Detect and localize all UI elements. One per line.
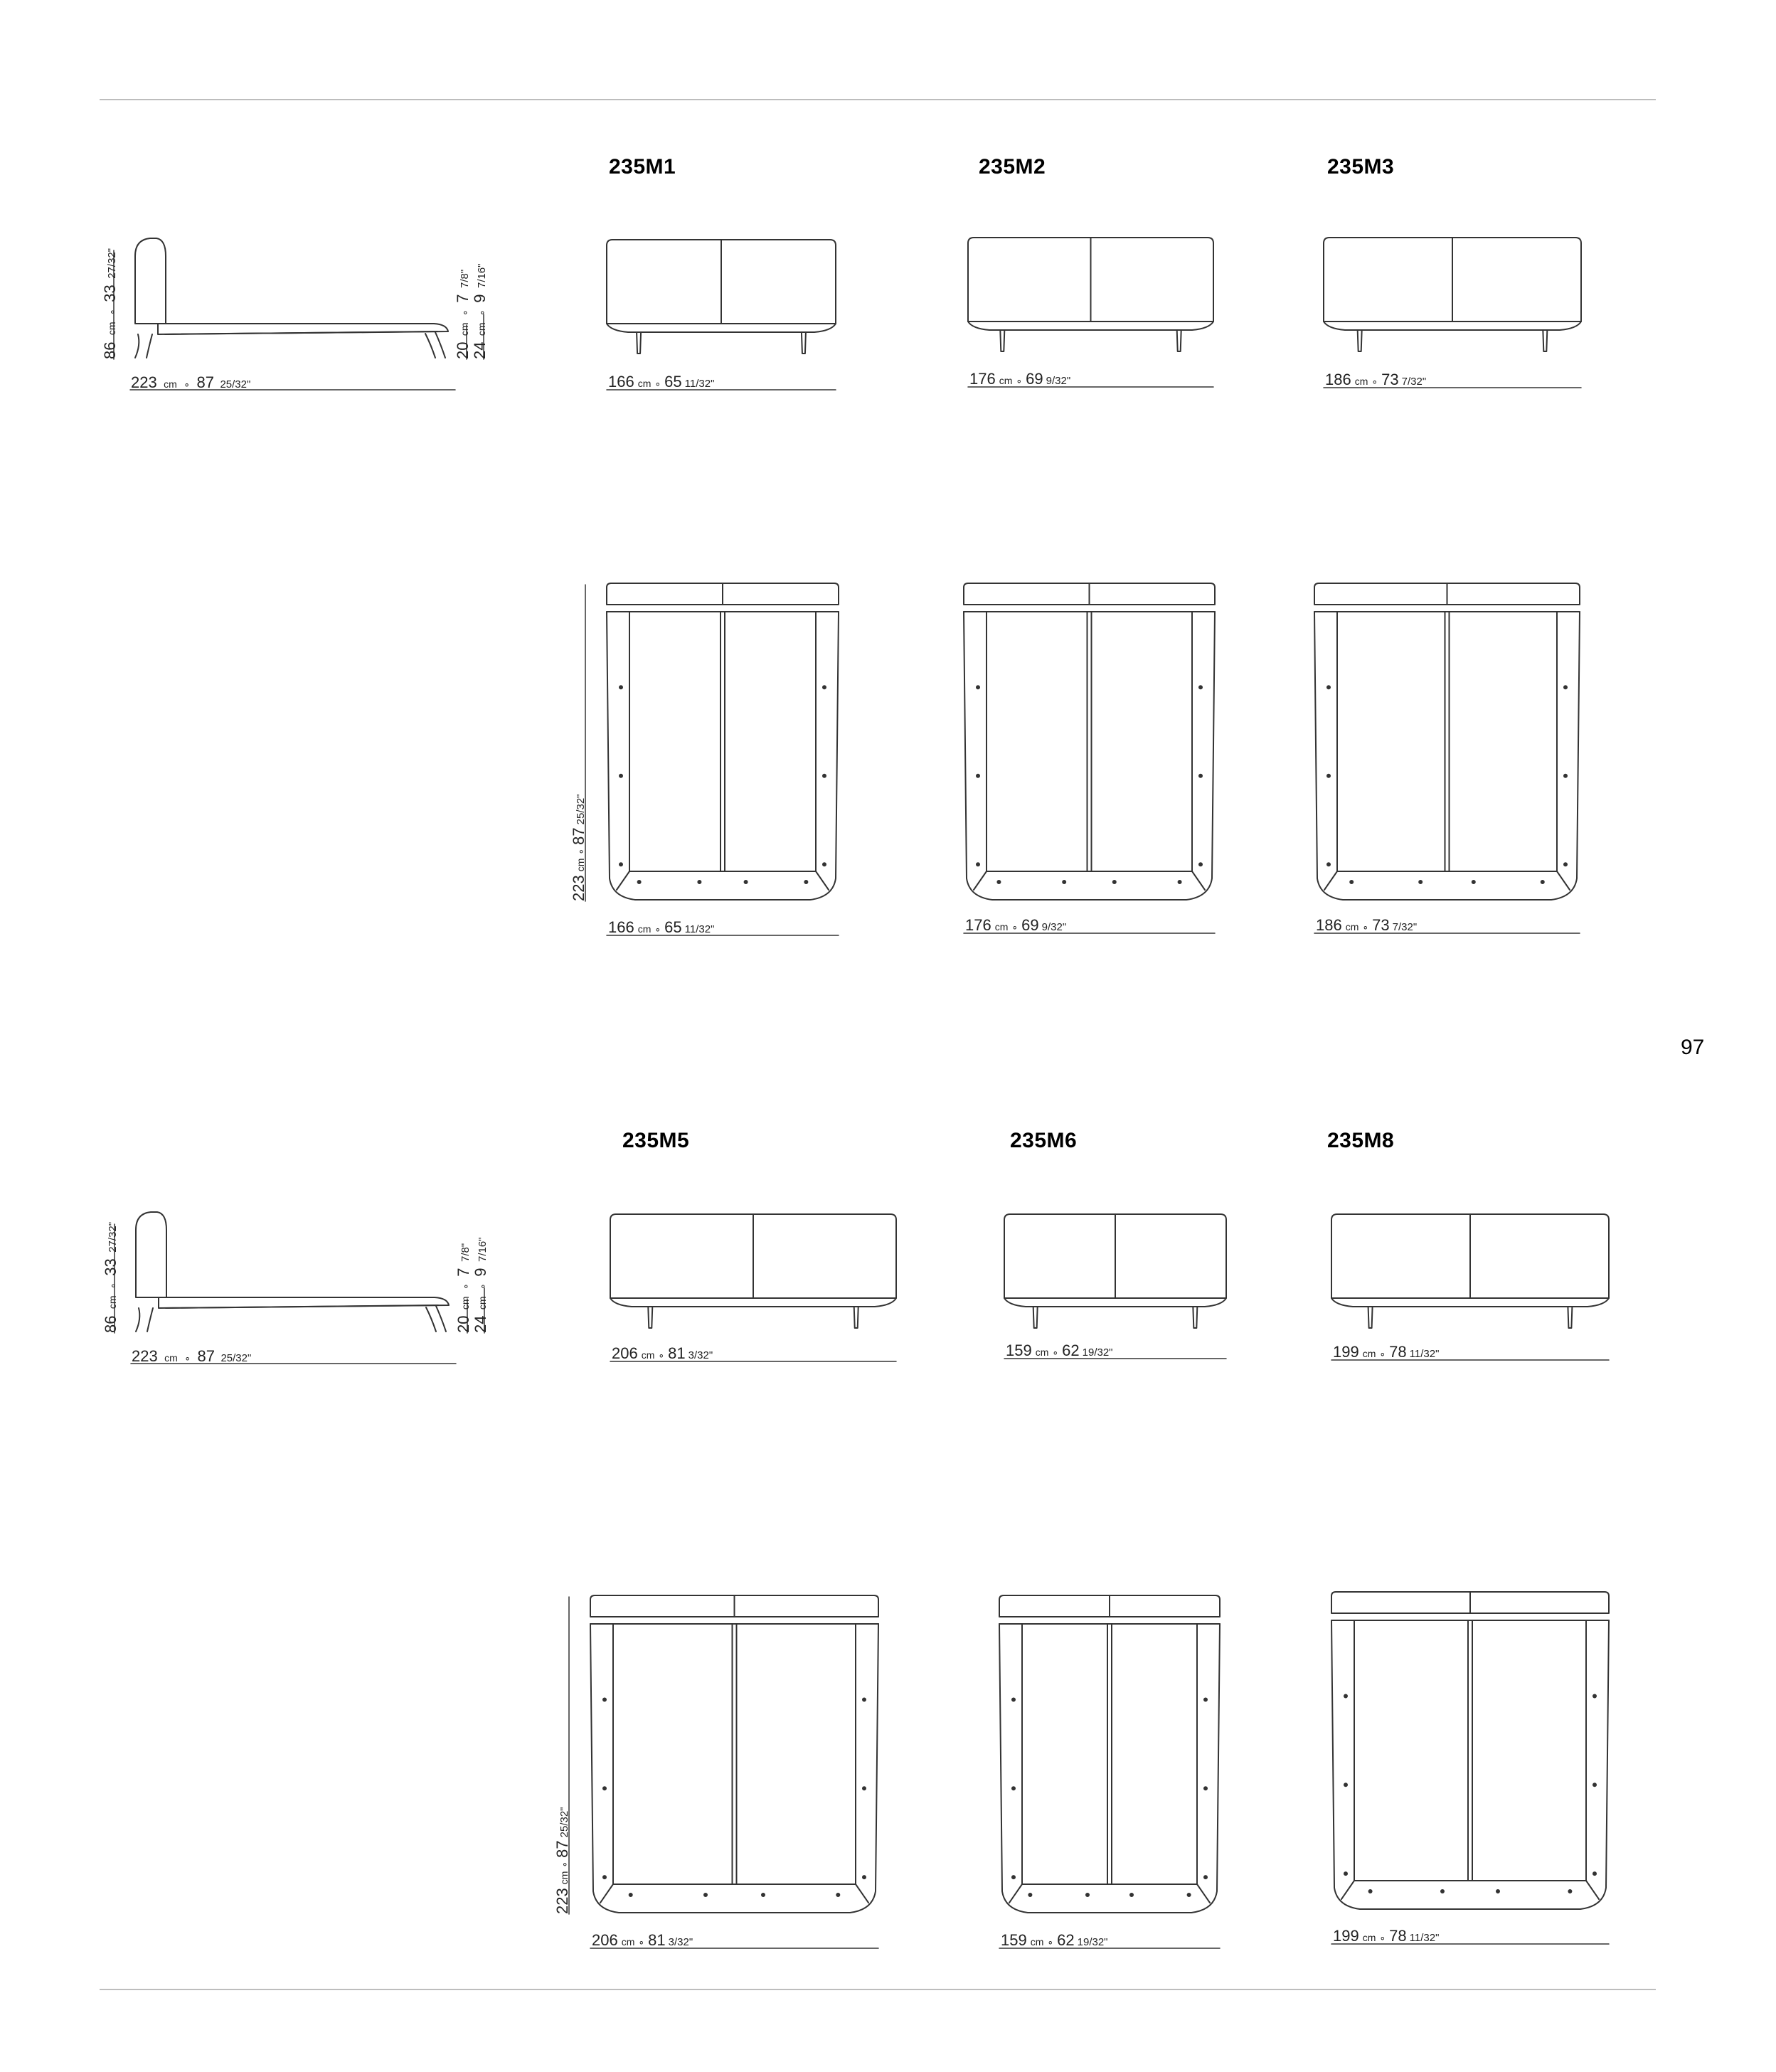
side-h20-unit: cm xyxy=(459,322,470,336)
fixing-dot xyxy=(1204,1787,1207,1790)
width-unit: cm xyxy=(621,1936,635,1948)
plan-width-label xyxy=(592,1931,693,1949)
fixing-dot xyxy=(1130,1893,1133,1896)
fixing-dot xyxy=(1327,686,1330,689)
bed-leg xyxy=(1000,330,1004,351)
width-frac: 7/32" xyxy=(1392,921,1418,933)
width-inch: 81 xyxy=(648,1931,666,1949)
svg-text:223 cm ∘ xyxy=(131,373,250,391)
model-code-235M1: 235M1 xyxy=(609,155,676,179)
fixing-dot xyxy=(762,1893,765,1896)
width-unit: cm xyxy=(637,923,652,935)
bed-leg xyxy=(1193,1307,1197,1328)
fixing-dot xyxy=(745,881,748,883)
frame-outline xyxy=(1331,1620,1609,1909)
bed-leg xyxy=(648,1307,652,1328)
fixing-dot xyxy=(603,1787,606,1790)
width-inch: 69 xyxy=(1021,916,1039,934)
fixing-dot xyxy=(1199,863,1202,866)
dim-separator: ∘ xyxy=(1052,1346,1059,1358)
side-depth-unit: cm xyxy=(164,378,177,390)
width-unit: cm xyxy=(1354,376,1368,387)
dim-separator: ∘ xyxy=(476,309,487,316)
bed-leg xyxy=(854,1307,858,1328)
width-cm: 186 xyxy=(1316,916,1342,934)
side-h24-cm: 24 xyxy=(472,1315,489,1333)
fixing-dot xyxy=(698,881,701,883)
fixing-dot xyxy=(1350,881,1353,883)
dim-separator: ∘ xyxy=(1379,1932,1386,1943)
model-code-235M6: 235M6 xyxy=(1010,1129,1078,1152)
width-cm: 159 xyxy=(1001,1931,1027,1949)
fixing-dot xyxy=(804,881,807,883)
plan-width-label xyxy=(1333,1927,1439,1945)
frame-base xyxy=(607,324,836,332)
side-height-inch: 33 xyxy=(102,1258,119,1276)
fixing-dot xyxy=(1344,1872,1347,1875)
fixing-dot xyxy=(1199,686,1202,689)
front-width-label xyxy=(1333,1343,1439,1361)
dim-separator: ∘ xyxy=(1047,1936,1054,1948)
length-unit: cm xyxy=(575,858,586,872)
fixing-dot xyxy=(1344,1694,1347,1697)
frame-outline xyxy=(607,612,839,900)
side-h20-unit: cm xyxy=(459,1296,471,1310)
plan-view-m5 xyxy=(553,1595,878,1949)
length-unit: cm xyxy=(558,1871,570,1885)
frame-base xyxy=(1324,322,1581,330)
side-depth-unit: cm xyxy=(164,1352,178,1364)
width-frac: 11/32" xyxy=(684,378,715,390)
side-depth-inch: 87 xyxy=(196,373,214,391)
front-view-m1 xyxy=(607,240,836,391)
width-frac: 7/32" xyxy=(1401,376,1427,388)
width-inch: 69 xyxy=(1026,370,1043,388)
dim-separator: ∘ xyxy=(107,1282,118,1289)
width-unit: cm xyxy=(641,1349,655,1361)
svg-text:86 cm ∘ xyxy=(102,1222,119,1333)
width-cm: 206 xyxy=(592,1931,618,1949)
fixing-dot xyxy=(977,775,979,777)
svg-text:86 cm ∘ xyxy=(101,248,119,359)
side-depth-inch: 87 xyxy=(197,1347,215,1365)
side-h24-inch: 9 xyxy=(472,1268,489,1277)
fixing-dot xyxy=(997,881,1000,883)
width-unit: cm xyxy=(1345,921,1359,933)
plan-view-m2 xyxy=(964,583,1215,934)
width-unit: cm xyxy=(1362,1348,1376,1359)
side-depth-cm: 223 xyxy=(132,1347,158,1365)
side-rail-left xyxy=(617,612,629,890)
side-rail-left xyxy=(600,1624,613,1903)
side-height-unit: cm xyxy=(106,322,117,336)
fixing-dot xyxy=(1344,1783,1347,1786)
fixing-dot xyxy=(1568,1890,1571,1893)
frame-outline xyxy=(590,1624,878,1913)
svg-text:20 cm ∘ xyxy=(454,1243,472,1333)
frame-outline xyxy=(1314,612,1580,900)
frame-base xyxy=(610,1298,896,1307)
side-view-2-dimensions xyxy=(102,1222,489,1365)
fixing-dot xyxy=(603,1698,606,1701)
fixing-dot xyxy=(1564,863,1567,866)
width-unit: cm xyxy=(637,378,652,389)
side-view-bed-2 xyxy=(115,1212,484,1364)
width-frac: 11/32" xyxy=(1409,1348,1440,1360)
page-number: 97 xyxy=(1681,1036,1705,1059)
width-frac: 11/32" xyxy=(684,923,715,935)
front-view-m2 xyxy=(968,238,1213,388)
front-view-m5 xyxy=(610,1214,896,1362)
dim-separator: ∘ xyxy=(106,309,117,315)
fixing-dot xyxy=(603,1876,606,1879)
dim-separator: ∘ xyxy=(654,923,661,935)
width-cm: 176 xyxy=(969,370,996,388)
svg-text:24 cm ∘ xyxy=(472,1237,489,1333)
dim-separator: ∘ xyxy=(1011,921,1019,933)
width-inch: 65 xyxy=(664,373,682,391)
width-frac: 3/32" xyxy=(688,1349,713,1361)
width-frac: 3/32" xyxy=(668,1936,693,1948)
length-frac: 25/32" xyxy=(575,794,587,825)
width-unit: cm xyxy=(994,921,1009,933)
fixing-dot xyxy=(1419,881,1422,883)
dim-separator: ∘ xyxy=(1379,1348,1386,1359)
fixing-dot xyxy=(863,1698,866,1701)
plan-view-m6 xyxy=(999,1595,1220,1949)
plan-view-m3 xyxy=(1314,583,1580,934)
side-rail-left xyxy=(1324,612,1337,890)
model-code-235M3: 235M3 xyxy=(1327,155,1395,179)
fixing-dot xyxy=(1204,1698,1207,1701)
frame-outline xyxy=(999,1624,1220,1913)
bed-leg xyxy=(1033,1307,1038,1328)
front-width-label xyxy=(969,370,1070,388)
front-view-m8 xyxy=(1331,1214,1609,1361)
side-h24-unit: cm xyxy=(477,1296,488,1310)
dim-separator: ∘ xyxy=(638,1936,645,1948)
width-unit: cm xyxy=(1362,1932,1376,1943)
frame-base xyxy=(1331,1298,1609,1307)
fixing-dot xyxy=(863,1876,866,1879)
fixing-dot xyxy=(1593,1694,1596,1697)
fixing-dot xyxy=(638,881,641,883)
width-inch: 73 xyxy=(1381,371,1399,388)
width-inch: 65 xyxy=(664,918,682,936)
side-h24-inch: 9 xyxy=(471,294,489,303)
width-cm: 199 xyxy=(1333,1927,1359,1945)
fixing-dot xyxy=(823,775,826,777)
fixing-dot xyxy=(1012,1787,1015,1790)
fixing-dot xyxy=(1327,863,1330,866)
bed-leg xyxy=(1368,1307,1373,1328)
front-width-label xyxy=(1006,1342,1113,1359)
width-inch: 62 xyxy=(1062,1342,1080,1359)
fixing-dot xyxy=(823,863,826,866)
bed-leg xyxy=(1177,330,1181,351)
plan-width-label xyxy=(1001,1931,1108,1949)
width-inch: 78 xyxy=(1389,1927,1407,1945)
dim-separator: ∘ xyxy=(1016,375,1023,386)
side-h24-frac: 7/16" xyxy=(477,1237,489,1263)
width-frac: 9/32" xyxy=(1046,375,1071,387)
side-rail-right xyxy=(1197,1624,1210,1903)
frame-base xyxy=(1004,1298,1226,1307)
side-height-frac: 27/32" xyxy=(107,1221,119,1253)
side-depth-frac: 25/32" xyxy=(220,378,251,391)
width-inch: 73 xyxy=(1372,916,1390,934)
fixing-dot xyxy=(1012,1876,1015,1879)
side-rail-right xyxy=(856,1624,868,1903)
dim-separator: ∘ xyxy=(459,309,470,316)
side-view-1-dimensions xyxy=(101,248,489,391)
plan-view-m1 xyxy=(570,583,839,936)
width-inch: 62 xyxy=(1057,1931,1075,1949)
fixing-dot xyxy=(1472,881,1475,883)
side-h20-cm: 20 xyxy=(454,341,472,359)
side-h24-cm: 24 xyxy=(471,341,489,359)
side-h24-frac: 7/16" xyxy=(476,263,488,289)
width-cm: 166 xyxy=(608,373,634,391)
fixing-dot xyxy=(1593,1872,1596,1875)
frame-outline xyxy=(964,612,1215,900)
fixing-dot xyxy=(1063,881,1065,883)
side-height-cm: 86 xyxy=(101,341,119,359)
side-height-unit: cm xyxy=(107,1295,118,1309)
dim-separator: ∘ xyxy=(184,1352,191,1364)
side-h20-inch: 7 xyxy=(454,1268,472,1277)
dim-separator: ∘ xyxy=(1362,921,1369,933)
fixing-dot xyxy=(1593,1783,1596,1786)
fixing-dot xyxy=(1204,1876,1207,1879)
fixing-dot xyxy=(1564,775,1567,777)
fixing-dot xyxy=(704,1893,707,1896)
front-width-label xyxy=(612,1344,713,1362)
side-h20-cm: 20 xyxy=(454,1315,472,1333)
side-rail-right xyxy=(1557,612,1570,890)
fixing-dot xyxy=(1012,1698,1015,1701)
fixing-dot xyxy=(1541,881,1544,883)
fixing-dot xyxy=(977,863,979,866)
plan-width-label xyxy=(1316,916,1417,934)
fixing-dot xyxy=(620,775,622,777)
bed-leg xyxy=(637,332,641,354)
fixing-dot xyxy=(1086,1893,1089,1896)
side-h20-frac: 7/8" xyxy=(459,1243,472,1263)
length-cm: 223 xyxy=(570,875,587,901)
front-width-label xyxy=(1325,371,1426,388)
fixing-dot xyxy=(836,1893,839,1896)
side-view-bed-1 xyxy=(114,238,484,390)
plan-width-label xyxy=(608,918,714,936)
width-cm: 176 xyxy=(965,916,991,934)
length-cm: 223 xyxy=(553,1888,571,1914)
model-code-235M8: 235M8 xyxy=(1327,1129,1395,1152)
side-rail-left xyxy=(1009,1624,1022,1903)
width-cm: 186 xyxy=(1325,371,1351,388)
model-code-235M5: 235M5 xyxy=(622,1129,690,1152)
width-inch: 81 xyxy=(668,1344,686,1362)
fixing-dot xyxy=(620,863,622,866)
width-frac: 11/32" xyxy=(1409,1932,1440,1944)
side-depth-frac: 25/32" xyxy=(220,1352,252,1364)
side-rail-right xyxy=(1192,612,1205,890)
dim-separator: ∘ xyxy=(477,1283,488,1290)
dim-separator: ∘ xyxy=(654,378,661,389)
fixing-dot xyxy=(1564,686,1567,689)
width-cm: 199 xyxy=(1333,1343,1359,1361)
plan-width-label xyxy=(965,916,1066,934)
side-height-inch: 33 xyxy=(101,285,119,302)
model-code-235M2: 235M2 xyxy=(979,155,1046,179)
side-rail-left xyxy=(974,612,987,890)
width-unit: cm xyxy=(999,375,1013,386)
width-unit: cm xyxy=(1035,1346,1049,1358)
width-unit: cm xyxy=(1030,1936,1044,1948)
frame-base xyxy=(968,322,1213,330)
side-h20-frac: 7/8" xyxy=(459,269,471,289)
width-frac: 9/32" xyxy=(1041,921,1067,933)
dim-separator: ∘ xyxy=(575,848,586,855)
fixing-dot xyxy=(1199,775,1202,777)
bed-leg xyxy=(1543,330,1547,351)
svg-text:223 cm ∘ xyxy=(132,1347,251,1365)
bed-leg xyxy=(1568,1307,1572,1328)
length-frac: 25/32" xyxy=(558,1807,570,1838)
side-height-cm: 86 xyxy=(102,1315,119,1333)
width-frac: 19/32" xyxy=(1082,1346,1113,1359)
dim-separator: ∘ xyxy=(1371,376,1378,387)
plan-views xyxy=(553,583,1609,1949)
front-width-label xyxy=(608,373,714,391)
side-height-frac: 27/32" xyxy=(106,248,118,279)
side-rail-left xyxy=(1341,1620,1354,1899)
bed-leg xyxy=(802,332,806,354)
dim-separator: ∘ xyxy=(184,378,191,390)
side-h20-inch: 7 xyxy=(454,294,472,303)
fixing-dot xyxy=(1113,881,1116,883)
dim-separator: ∘ xyxy=(658,1349,665,1361)
width-cm: 206 xyxy=(612,1344,638,1362)
fixing-dot xyxy=(1369,1890,1372,1893)
fixing-dot xyxy=(823,686,826,689)
dim-separator: ∘ xyxy=(459,1283,471,1290)
fixing-dot xyxy=(1179,881,1181,883)
width-cm: 159 xyxy=(1006,1342,1032,1359)
length-inch: 87 xyxy=(553,1840,571,1858)
side-depth-cm: 223 xyxy=(131,373,157,391)
front-view-m6 xyxy=(1004,1214,1226,1359)
side-h24-unit: cm xyxy=(476,322,487,336)
dim-separator: ∘ xyxy=(558,1861,570,1868)
width-frac: 19/32" xyxy=(1077,1936,1108,1948)
front-views xyxy=(607,238,1609,1362)
side-rail-right xyxy=(1586,1620,1599,1899)
fixing-dot xyxy=(1028,1893,1031,1896)
fixing-dot xyxy=(629,1893,632,1896)
svg-text:24 cm ∘ xyxy=(471,263,489,359)
fixing-dot xyxy=(1496,1890,1499,1893)
bed-leg xyxy=(1358,330,1362,351)
svg-text:20 cm ∘ xyxy=(454,270,472,359)
fixing-dot xyxy=(1327,775,1330,777)
fixing-dot xyxy=(863,1787,866,1790)
side-rail-right xyxy=(816,612,829,890)
fixing-dot xyxy=(1188,1893,1191,1896)
plan-view-m8 xyxy=(1331,1592,1609,1945)
width-inch: 78 xyxy=(1389,1343,1407,1361)
fixing-dot xyxy=(977,686,979,689)
length-inch: 87 xyxy=(570,827,587,845)
fixing-dot xyxy=(620,686,622,689)
width-cm: 166 xyxy=(608,918,634,936)
front-view-m3 xyxy=(1324,238,1581,388)
fixing-dot xyxy=(1441,1890,1444,1893)
